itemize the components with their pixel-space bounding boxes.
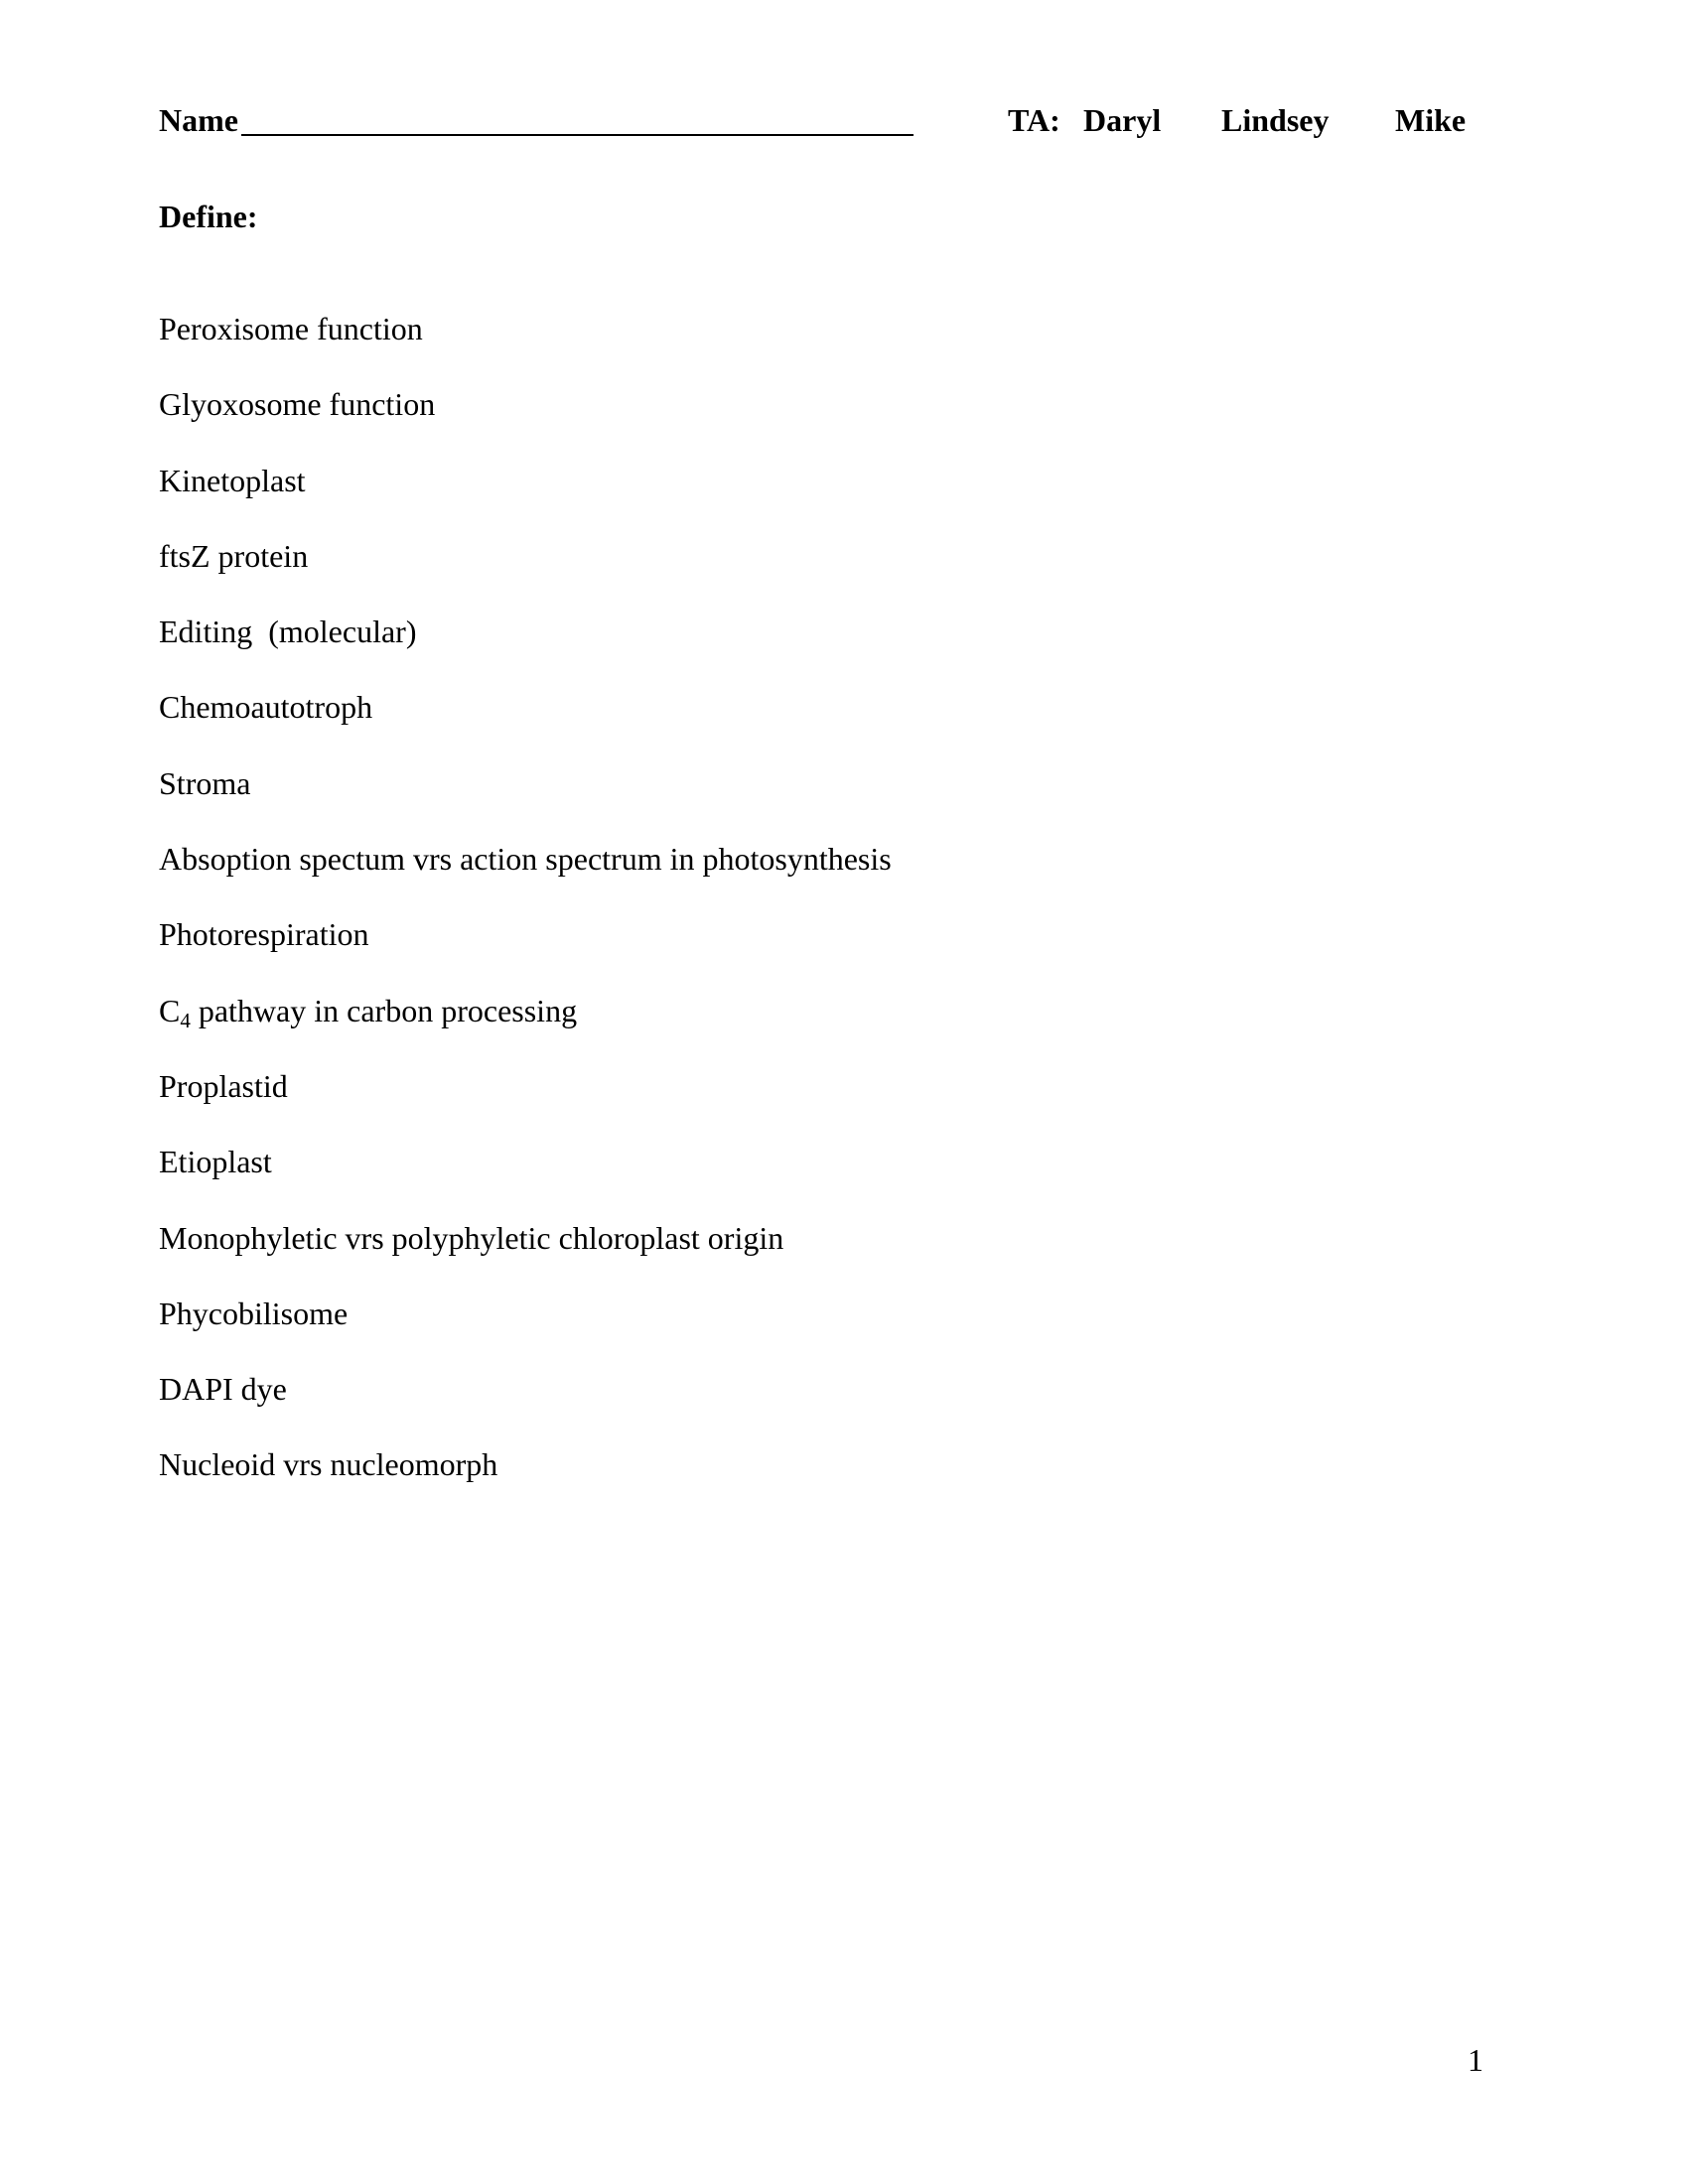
terms-list (159, 306, 892, 1518)
term-item: Proplastid (159, 1067, 288, 1104)
term-text-pre: C (159, 992, 181, 1028)
term-item: Glyoxosome function (159, 386, 436, 423)
term-subscript: 4 (180, 1008, 191, 1032)
term-item: Editing (molecular) (159, 614, 417, 650)
name-blank-line (241, 134, 914, 136)
term-item: Chemoautotroph (159, 689, 373, 726)
ta-label: TA: (1008, 102, 1060, 138)
term-item: Peroxisome function (159, 311, 423, 346)
term-item: Absoption spectum vrs action spectrum in photosynthesis (159, 841, 892, 878)
term-item: Stroma (159, 764, 251, 801)
define-heading: Define: (159, 199, 258, 234)
term-item: DAPI dye (159, 1371, 287, 1408)
term-item: Nucleoid vrs nucleomorph (159, 1446, 498, 1483)
term-item: Phycobilisome (159, 1295, 349, 1331)
name-label: Name (159, 102, 238, 138)
ta-name-mike: Mike (1395, 102, 1467, 138)
term-item-c4-pathway (159, 988, 892, 1033)
term-text-post: pathway in carbon processing (190, 992, 578, 1028)
header-row (159, 97, 1479, 143)
term-item: Photorespiration (159, 916, 369, 953)
ta-name-lindsey: Lindsey (1221, 102, 1330, 138)
term-item: Monophyletic vrs polyphyletic chloroplast origin (159, 1219, 784, 1256)
term-item: Kinetoplast (159, 462, 306, 498)
term-item: ftsZ protein (159, 537, 309, 574)
term-item: Etioplast (159, 1144, 272, 1180)
page-number: 1 (1468, 2042, 1483, 2078)
ta-name-daryl: Daryl (1083, 102, 1162, 138)
